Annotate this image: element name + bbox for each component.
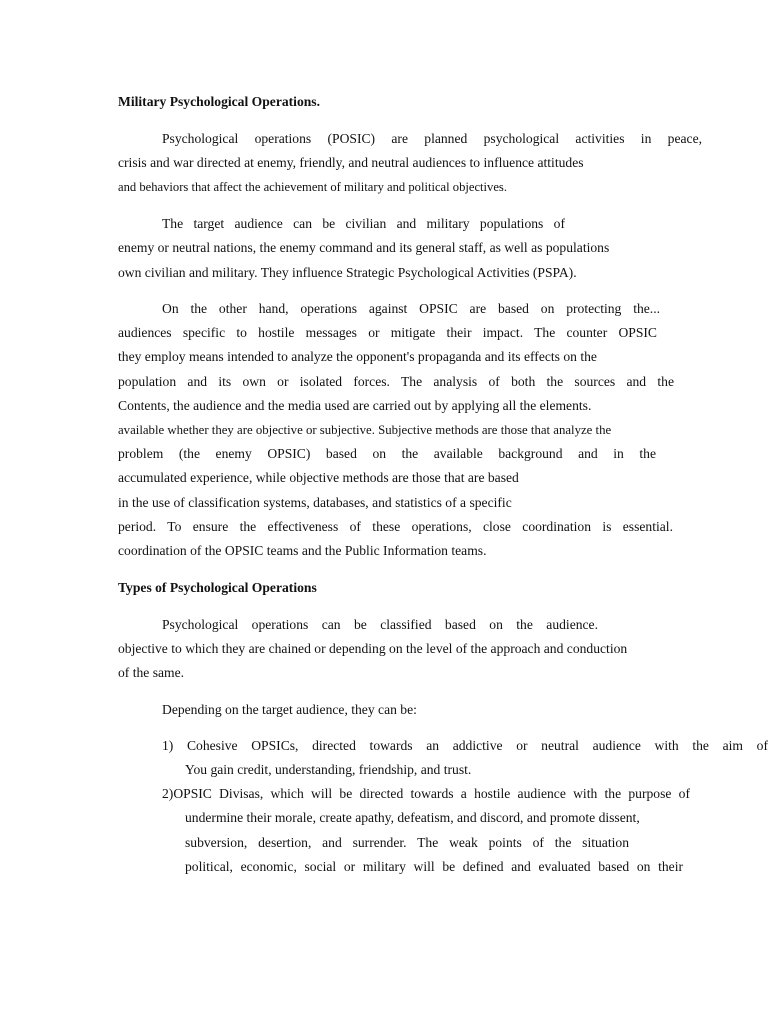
paragraph-line: in the use of classification systems, databases, and statistics of a specific [118, 495, 512, 510]
list-item-line: You gain credit, understanding, friendship, and trust. [185, 762, 472, 777]
paragraph-line: On the other hand, operations against OPSIC are based on protecting the... [162, 301, 660, 316]
section-heading-types-psyops: Types of Psychological Operations [118, 580, 317, 595]
paragraph-line: audiences specific to hostile messages or mitigate their impact. The counter OPSIC [118, 325, 657, 340]
list-item-line: subversion, desertion, and surrender. The weak points of the situation [185, 835, 629, 850]
paragraph-line: own civilian and military. They influence Strategic Psychological Activities (PSPA). [118, 265, 577, 280]
paragraph-line: available whether they are objective or subjective. Subjective methods are those that analyze the [118, 423, 612, 437]
paragraph-line: period. To ensure the effectiveness of these operations, close coordination is essential. [118, 519, 673, 534]
list-item-line: 1) Cohesive OPSICs, directed towards an addictive or neutral audience with the aim of [162, 738, 768, 753]
section-heading-military-psyops: Military Psychological Operations. [118, 94, 320, 109]
paragraph-line: enemy or neutral nations, the enemy command and its general staff, as well as populations [118, 240, 610, 255]
paragraph-line: Psychological operations can be classified based on the audience. [162, 617, 598, 632]
paragraph-line: coordination of the OPSIC teams and the Public Information teams. [118, 543, 487, 558]
list-item-line: 2)OPSIC Divisas, which will be directed towards a hostile audience with the purpose of [162, 786, 690, 801]
paragraph-line: problem (the enemy OPSIC) based on the available background and in the [118, 446, 656, 461]
list-item-line: political, economic, social or military will be defined and evaluated based on their [185, 859, 683, 874]
paragraph-line: they employ means intended to analyze the opponent's propaganda and its effects on the [118, 349, 597, 364]
paragraph-line: The target audience can be civilian and military populations of [162, 216, 565, 231]
list-item-line: undermine their morale, create apathy, defeatism, and discord, and promote dissent, [185, 810, 640, 825]
paragraph-line: Depending on the target audience, they can be: [162, 702, 417, 717]
paragraph-line: of the same. [118, 665, 185, 680]
paragraph-line: accumulated experience, while objective methods are those that are based [118, 470, 519, 485]
paragraph-line: population and its own or isolated forces. The analysis of both the sources and the [118, 374, 674, 389]
paragraph-line: crisis and war directed at enemy, friendly, and neutral audiences to influence attitudes [118, 155, 584, 170]
paragraph-line: Psychological operations (POSIC) are planned psychological activities in peace, [162, 131, 702, 146]
paragraph-line: objective to which they are chained or depending on the level of the approach and conduction [118, 641, 628, 656]
paragraph-line: and behaviors that affect the achievement of military and political objectives. [118, 180, 507, 194]
paragraph-line: Contents, the audience and the media used are carried out by applying all the elements. [118, 398, 592, 413]
